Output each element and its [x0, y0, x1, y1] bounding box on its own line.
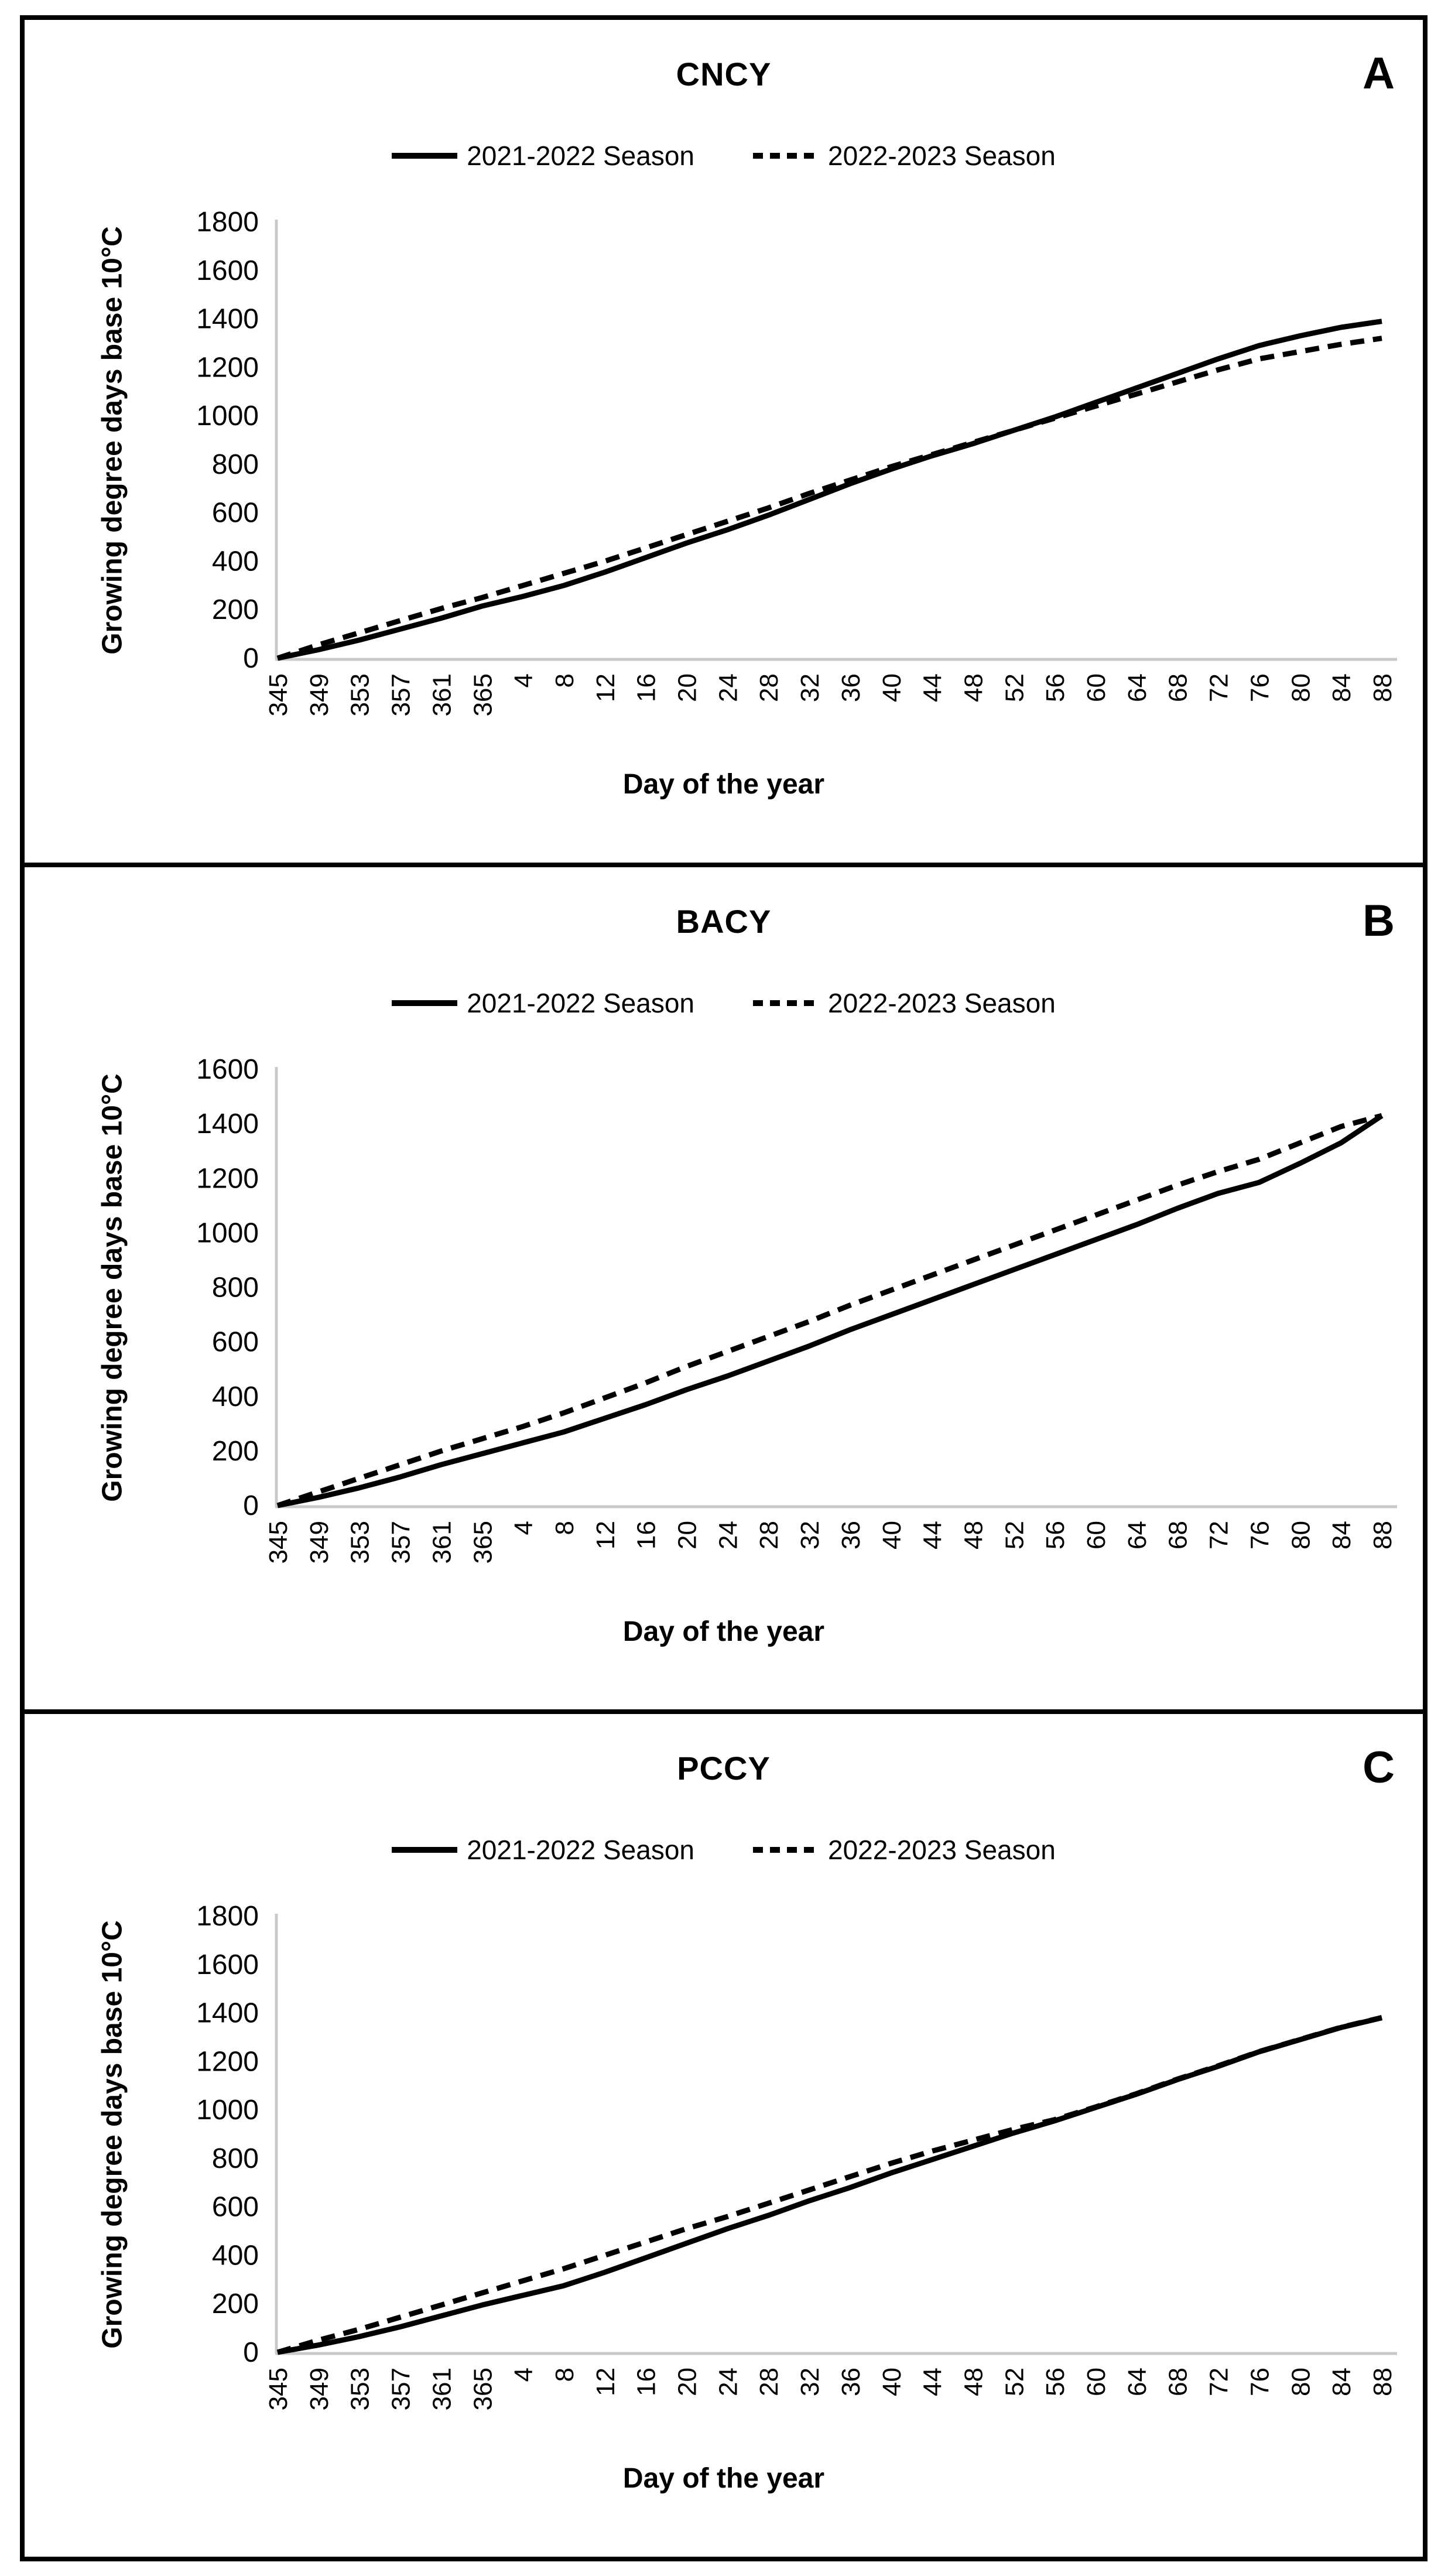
legend-item-season1: [392, 987, 694, 1019]
y-tick-label: 400: [211, 546, 259, 577]
y-tick-label: 1800: [196, 1901, 259, 1932]
x-tick-label: 365: [468, 2368, 498, 2411]
x-tick-label: 88: [1368, 673, 1397, 702]
dashed-line-swatch-icon: [753, 1000, 819, 1006]
x-tick-label: 56: [1041, 673, 1070, 702]
legend: [25, 987, 1423, 1019]
series-line-dashed: [278, 338, 1382, 658]
x-tick-label: 349: [304, 1520, 334, 1564]
x-tick-label: 12: [591, 2368, 620, 2397]
x-tick-label: 40: [877, 2368, 906, 2397]
x-tick-label: 345: [264, 1520, 293, 1564]
figure-frame: [20, 15, 1428, 2561]
y-tick-label: 200: [211, 1435, 259, 1467]
y-tick-label: 1600: [196, 255, 259, 286]
x-tick-label: 68: [1163, 2368, 1193, 2397]
y-tick-label: 200: [211, 594, 259, 626]
x-tick-label: 44: [918, 2368, 947, 2397]
x-tick-label: 72: [1204, 2368, 1234, 2397]
x-tick-label: 48: [959, 673, 988, 702]
panel-letter: B: [1363, 895, 1395, 946]
x-tick-label: 40: [877, 673, 906, 702]
y-tick-label: 1600: [196, 1949, 259, 1981]
y-tick-label: 1400: [196, 1108, 259, 1140]
chart-plot-pccy: [25, 1890, 1423, 2446]
x-tick-label: 16: [632, 1520, 661, 1549]
panel-pccy: [25, 1709, 1423, 2557]
x-tick-label: 16: [632, 673, 661, 702]
panel-bacy: [25, 863, 1423, 1710]
x-tick-label: 72: [1204, 1520, 1234, 1549]
x-tick-label: 44: [918, 673, 947, 702]
x-tick-label: 68: [1163, 673, 1193, 702]
x-tick-label: 361: [427, 2368, 457, 2411]
x-tick-label: 80: [1286, 673, 1316, 702]
x-tick-label: 28: [755, 673, 784, 702]
x-axis-title: Day of the year: [622, 769, 825, 800]
x-tick-label: 353: [345, 673, 375, 717]
panel-letter: C: [1363, 1743, 1395, 1793]
x-tick-label: 20: [673, 673, 702, 702]
y-tick-label: 200: [211, 2288, 259, 2320]
y-tick-label: 1200: [196, 352, 259, 384]
solid-line-swatch-icon: [392, 1847, 457, 1853]
legend-item-season1: [392, 140, 694, 172]
x-tick-label: 24: [714, 1520, 743, 1549]
x-tick-label: 36: [836, 673, 865, 702]
x-tick-label: 24: [714, 2368, 743, 2397]
x-tick-label: 32: [796, 673, 825, 702]
y-axis-title: Growing degree days base 10°C: [97, 1073, 128, 1502]
x-tick-label: 20: [673, 1520, 702, 1549]
x-tick-label: 36: [836, 2368, 865, 2397]
x-tick-label: 80: [1286, 2368, 1316, 2397]
x-tick-label: 28: [755, 2368, 784, 2397]
legend-item-season2: [753, 987, 1056, 1019]
x-tick-label: 56: [1041, 1520, 1070, 1549]
x-tick-label: 52: [1000, 2368, 1029, 2397]
x-tick-label: 84: [1327, 1520, 1357, 1549]
x-tick-label: 80: [1286, 1520, 1316, 1549]
y-tick-label: 1200: [196, 2046, 259, 2078]
x-tick-label: 4: [509, 2368, 539, 2382]
y-tick-label: 800: [211, 1272, 259, 1304]
x-tick-label: 357: [386, 2368, 416, 2411]
x-tick-label: 84: [1327, 2368, 1357, 2397]
x-tick-label: 72: [1204, 673, 1234, 702]
y-tick-label: 600: [211, 497, 259, 529]
legend-item-season2: [753, 140, 1056, 172]
x-tick-label: 4: [509, 673, 539, 688]
y-tick-label: 400: [211, 1381, 259, 1412]
y-tick-label: 400: [211, 2240, 259, 2271]
x-tick-label: 361: [427, 673, 457, 717]
x-tick-label: 64: [1122, 1520, 1152, 1549]
x-tick-label: 88: [1368, 2368, 1397, 2397]
x-tick-label: 32: [796, 1520, 825, 1549]
x-tick-label: 28: [755, 1520, 784, 1549]
legend-label: 2022-2023 Season: [828, 987, 1056, 1018]
x-tick-label: 60: [1082, 2368, 1111, 2397]
x-tick-label: 44: [918, 1520, 947, 1549]
x-tick-label: 12: [591, 1520, 620, 1549]
x-tick-label: 365: [468, 673, 498, 717]
x-axis-title: Day of the year: [622, 2463, 825, 2495]
y-tick-label: 1000: [196, 2095, 259, 2126]
y-tick-label: 1000: [196, 1217, 259, 1249]
x-tick-label: 357: [386, 673, 416, 717]
y-tick-label: 1400: [196, 303, 259, 335]
x-tick-label: 64: [1122, 673, 1152, 702]
y-tick-label: 0: [243, 643, 259, 674]
x-tick-label: 36: [836, 1520, 865, 1549]
y-tick-label: 1600: [196, 1053, 259, 1085]
x-tick-label: 8: [550, 2368, 579, 2382]
panel-title: BACY: [676, 902, 772, 940]
x-tick-label: 365: [468, 1520, 498, 1564]
y-tick-label: 1200: [196, 1162, 259, 1194]
legend-label: 2021-2022 Season: [467, 141, 694, 171]
solid-line-swatch-icon: [392, 1000, 457, 1006]
legend-item-season1: [392, 1834, 694, 1866]
chart-plot-bacy: [25, 1043, 1423, 1599]
x-tick-label: 345: [264, 673, 293, 717]
y-tick-label: 800: [211, 449, 259, 480]
x-tick-label: 24: [714, 673, 743, 702]
y-tick-label: 1800: [196, 207, 259, 238]
x-tick-label: 76: [1245, 1520, 1275, 1549]
y-tick-label: 1000: [196, 401, 259, 432]
y-axis-title: Growing degree days base 10°C: [97, 1920, 128, 2349]
dashed-line-swatch-icon: [753, 153, 819, 159]
y-tick-label: 0: [243, 2337, 259, 2369]
x-tick-label: 84: [1327, 673, 1357, 702]
series-line-dashed: [278, 1116, 1382, 1506]
panel-title: CNCY: [676, 56, 772, 93]
y-tick-label: 600: [211, 1326, 259, 1358]
x-tick-label: 88: [1368, 1520, 1397, 1549]
y-tick-label: 600: [211, 2192, 259, 2223]
panel-cncy: [25, 20, 1423, 863]
x-tick-label: 12: [591, 673, 620, 702]
legend-label: 2021-2022 Season: [467, 987, 694, 1018]
panel-letter: A: [1363, 49, 1395, 98]
legend: [25, 140, 1423, 172]
x-tick-label: 52: [1000, 1520, 1029, 1549]
legend-item-season2: [753, 1834, 1056, 1866]
chart-plot-cncy: [25, 196, 1423, 752]
x-tick-label: 357: [386, 1520, 416, 1564]
legend-label: 2021-2022 Season: [467, 1835, 694, 1866]
legend: [25, 1834, 1423, 1866]
x-tick-label: 68: [1163, 1520, 1193, 1549]
x-tick-label: 8: [550, 673, 579, 688]
y-tick-label: 0: [243, 1490, 259, 1521]
x-tick-label: 52: [1000, 673, 1029, 702]
x-tick-label: 60: [1082, 673, 1111, 702]
x-tick-label: 40: [877, 1520, 906, 1549]
x-tick-label: 56: [1041, 2368, 1070, 2397]
legend-label: 2022-2023 Season: [828, 141, 1056, 171]
x-tick-label: 353: [345, 2368, 375, 2411]
x-tick-label: 4: [509, 1520, 539, 1535]
x-tick-label: 76: [1245, 2368, 1275, 2397]
x-tick-label: 349: [304, 673, 334, 717]
y-tick-label: 1400: [196, 1997, 259, 2029]
x-tick-label: 345: [264, 2368, 293, 2411]
dashed-line-swatch-icon: [753, 1847, 819, 1853]
y-axis-title: Growing degree days base 10°C: [97, 226, 128, 655]
x-tick-label: 60: [1082, 1520, 1111, 1549]
x-tick-label: 20: [673, 2368, 702, 2397]
x-tick-label: 48: [959, 1520, 988, 1549]
x-tick-label: 48: [959, 2368, 988, 2397]
solid-line-swatch-icon: [392, 153, 457, 159]
x-tick-label: 353: [345, 1520, 375, 1564]
y-tick-label: 800: [211, 2143, 259, 2175]
x-tick-label: 64: [1122, 2368, 1152, 2397]
x-tick-label: 8: [550, 1520, 579, 1535]
legend-label: 2022-2023 Season: [828, 1835, 1056, 1866]
x-tick-label: 361: [427, 1520, 457, 1564]
x-tick-label: 76: [1245, 673, 1275, 702]
x-axis-title: Day of the year: [622, 1616, 825, 1647]
x-tick-label: 349: [304, 2368, 334, 2411]
x-tick-label: 16: [632, 2368, 661, 2397]
panel-title: PCCY: [677, 1750, 771, 1787]
x-tick-label: 32: [796, 2368, 825, 2397]
